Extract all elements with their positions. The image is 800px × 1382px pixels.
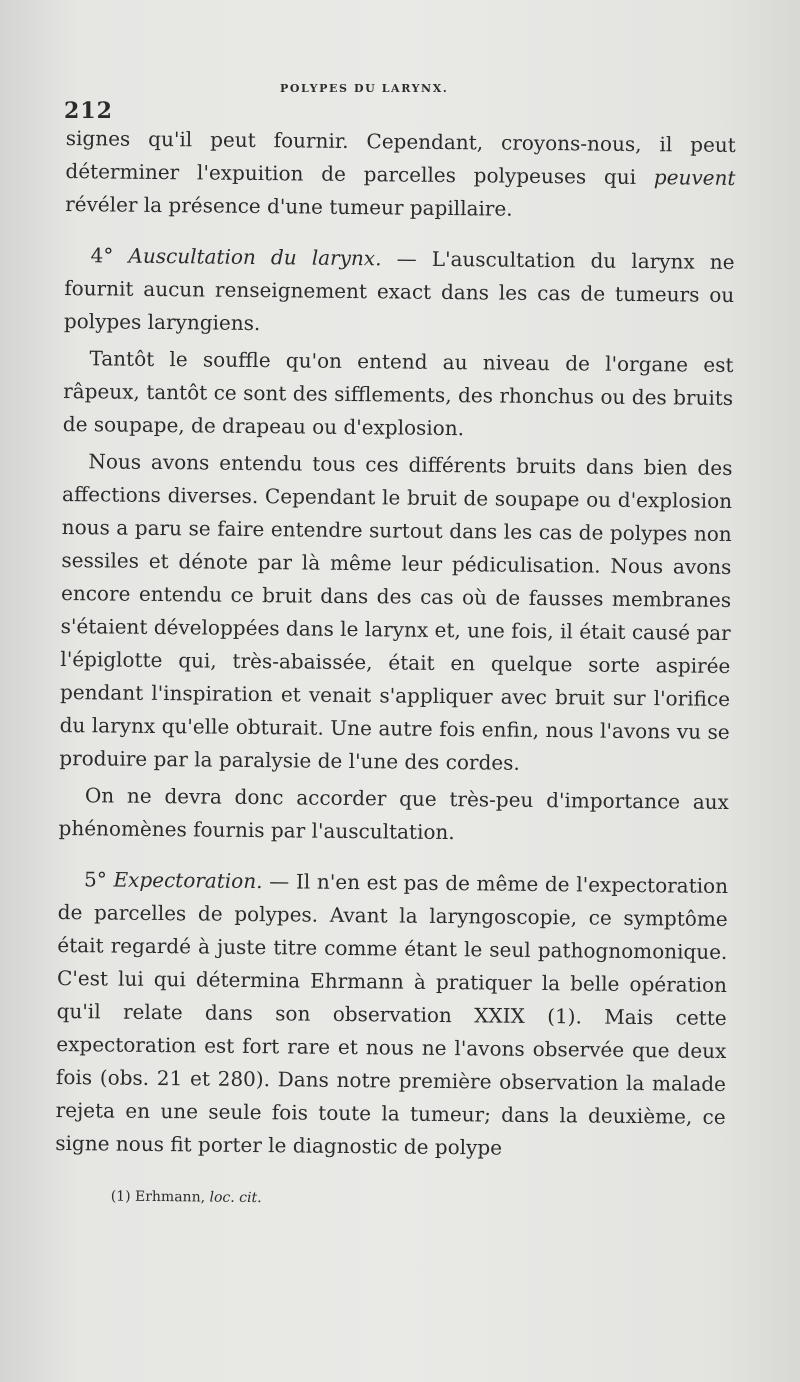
continuation-text-after: révéler la présence d'une tumeur papillaire. [65, 191, 513, 221]
section-5-title: Expectoration. [113, 867, 263, 894]
footnote-reference: loc. cit. [209, 1189, 262, 1207]
body-paragraph: Tantôt le souffle qu'on entend au niveau de l'organe est râpeux, tantôt ce sont des sifflements, des rhonchus ou des bruits de soupape, de drapeau ou d'explosion. [62, 346, 734, 441]
continuation-italic-word: peuvent [653, 165, 736, 191]
body-paragraph: On ne devra donc accorder que très-peu d'importance aux phénomènes fournis par l'auscultation. [58, 783, 730, 845]
section-5-text: — Il n'en est pas de même de l'expectoration de parcelles de polypes. Avant la laryngoscopie, ce symptôme était regardé à juste titre comme étant le seul pathognomonique. C'est lui qui détermina Ehrmann à pratiquer la belle opération qu'il relate dans son observation XXIX (1). Mais cette expectoration est fort rare et nous ne l'avons observée que deux fois (obs. 21 et 280). Dans notre première observation la malade rejeta en une seule fois toute la tumeur; dans la deuxième, ce signe nous fit porter le diagnostic de polype [55, 869, 729, 1160]
page-header [0, 74, 800, 124]
body-paragraph: Nous avons entendu tous ces différents bruits dans bien des affections diverses. Cependant le bruit de soupape ou d'explosion nous a paru se faire entendre surtout dans les cas de polypes non sessiles et dénote par là même leur pédiculisation. Nous avons encore entendu ce bruit dans des cas où de fausses membranes s'étaient développées dans le larynx et, une fois, il était causé par l'épiglotte qui, très-abaissée, était en quelque sorte aspirée pendant l'inspiration et venait s'appliquer avec bruit sur l'orifice du larynx qu'elle obturait. Une autre fois enfin, nous l'avons vu se produire par la paralysie de l'une des cordes. [59, 449, 733, 775]
page-number: 212 [64, 98, 113, 124]
section-4-paragraph [64, 239, 735, 345]
continuation-text-before: signes qu'il peut fournir. Cependant, croyons-nous, il peut déterminer l'expuition de parcelles polypeuses qui [65, 125, 736, 190]
section-4-number: 4° [90, 243, 114, 268]
continuation-paragraph [65, 122, 736, 228]
page-body [55, 122, 736, 1213]
section-4-text: — L'auscultation du larynx ne fournit aucun renseignement exact dans les cas de tumeurs ou polypes laryngiens. [63, 246, 735, 336]
section-5-paragraph [55, 863, 728, 1167]
running-head: POLYPES DU LARYNX. [280, 82, 449, 95]
footnote [55, 1186, 725, 1213]
footnote-marker: (1) [110, 1188, 131, 1205]
section-5-number: 5° [83, 867, 107, 892]
footnote-author: Erhmann, [134, 1188, 206, 1206]
section-4-title: Auscultation du larynx. [128, 243, 382, 271]
